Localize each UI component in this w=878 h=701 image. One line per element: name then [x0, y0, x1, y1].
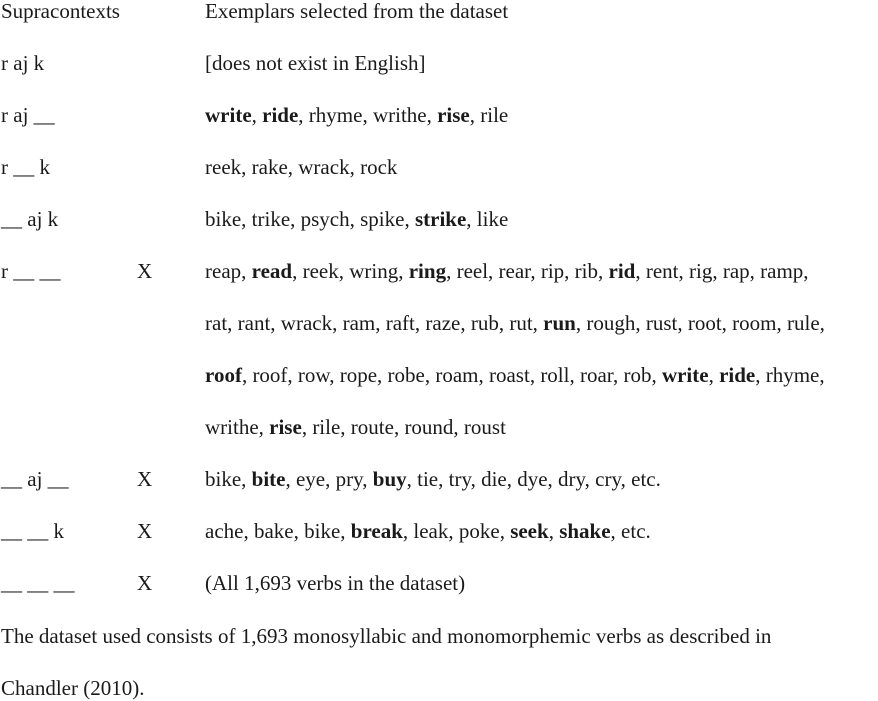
exemplar-text: , leak, poke,	[402, 519, 511, 543]
exemplar-text: [does not exist in English]	[205, 51, 426, 75]
exemplar-line	[205, 519, 651, 543]
exemplar-text: , rent, rig, rap, ramp,	[635, 259, 809, 283]
exemplar-text: , roof, row, rope, robe, roam, roast, roll, roar, rob,	[241, 363, 662, 387]
exemplar-line	[205, 51, 425, 75]
exemplar-bold: read	[251, 259, 293, 283]
exemplar-line	[205, 363, 825, 387]
supracontext-label: __ __ __	[1, 571, 75, 595]
supracontext-label: r __ k	[1, 155, 50, 179]
exemplar-bold: roof	[205, 363, 242, 387]
supracontext-label: r aj __	[1, 103, 55, 127]
exemplar-bold: write	[205, 103, 252, 127]
exemplar-line	[205, 103, 508, 127]
exemplar-line	[205, 467, 661, 491]
supracontext-label: __ aj __	[1, 467, 69, 491]
exemplar-bold: seek	[510, 519, 549, 543]
supracontext-label: __ __ k	[1, 519, 64, 543]
exemplar-line	[205, 155, 397, 179]
exemplar-text: , tie, try, die, dye, dry, cry, etc.	[406, 467, 661, 491]
exemplar-text: ,	[708, 363, 720, 387]
exemplar-line	[205, 571, 465, 595]
exemplar-text: ache, bake, bike,	[205, 519, 351, 543]
exemplar-bold: rise	[269, 415, 302, 439]
row-mark: X	[137, 571, 153, 595]
exemplar-bold: rid	[608, 259, 636, 283]
exemplar-bold: ride	[719, 363, 756, 387]
exemplar-text: rat, rant, wrack, ram, raft, raze, rub, rut,	[205, 311, 544, 335]
exemplar-text: , rile, route, round, roust	[301, 415, 506, 439]
footnote-line-1: The dataset used consists of 1,693 monosyllabic and monomorphemic verbs as described in	[1, 624, 772, 648]
exemplar-text: , reel, rear, rip, rib,	[446, 259, 609, 283]
exemplar-text: , rile	[469, 103, 509, 127]
exemplar-line	[205, 259, 809, 283]
exemplar-bold: ring	[408, 259, 447, 283]
row-mark: X	[137, 519, 153, 543]
exemplar-text: , eye, pry,	[285, 467, 373, 491]
supracontext-label: r __ __	[1, 259, 61, 283]
footnote-line-2: Chandler (2010).	[1, 676, 145, 700]
exemplar-line	[205, 311, 825, 335]
exemplar-text: reek, rake, wrack, rock	[205, 155, 398, 179]
exemplar-bold: run	[543, 311, 576, 335]
exemplar-bold: ride	[262, 103, 299, 127]
exemplar-bold: shake	[559, 519, 611, 543]
exemplar-text: , rhyme, writhe,	[298, 103, 438, 127]
exemplar-text: ,	[251, 103, 263, 127]
exemplar-bold: buy	[372, 467, 407, 491]
exemplar-line	[205, 207, 508, 231]
supracontext-label: r aj k	[1, 51, 45, 75]
exemplar-bold: break	[350, 519, 403, 543]
exemplar-text: ,	[548, 519, 560, 543]
exemplar-bold: strike	[414, 207, 467, 231]
row-mark: X	[137, 259, 153, 283]
header-exemplars: Exemplars selected from the dataset	[205, 0, 509, 23]
exemplar-bold: write	[661, 363, 709, 387]
exemplar-bold: rise	[437, 103, 470, 127]
header-supracontexts: Supracontexts	[1, 0, 120, 23]
exemplar-line	[205, 415, 506, 439]
exemplar-bold: bite	[251, 467, 286, 491]
exemplar-text: bike, trike, psych, spike,	[205, 207, 415, 231]
exemplar-text: , rhyme,	[755, 363, 825, 387]
exemplar-text: , like	[466, 207, 509, 231]
exemplar-text: writhe,	[205, 415, 270, 439]
exemplar-text: , etc.	[610, 519, 651, 543]
supracontext-label: __ aj k	[1, 207, 59, 231]
exemplar-text: reap,	[205, 259, 252, 283]
exemplar-text: bike,	[205, 467, 252, 491]
exemplar-text: , reek, wring,	[292, 259, 409, 283]
exemplar-text: (All 1,693 verbs in the dataset)	[205, 571, 466, 595]
row-mark: X	[137, 467, 153, 491]
exemplar-text: , rough, rust, root, room, rule,	[575, 311, 825, 335]
